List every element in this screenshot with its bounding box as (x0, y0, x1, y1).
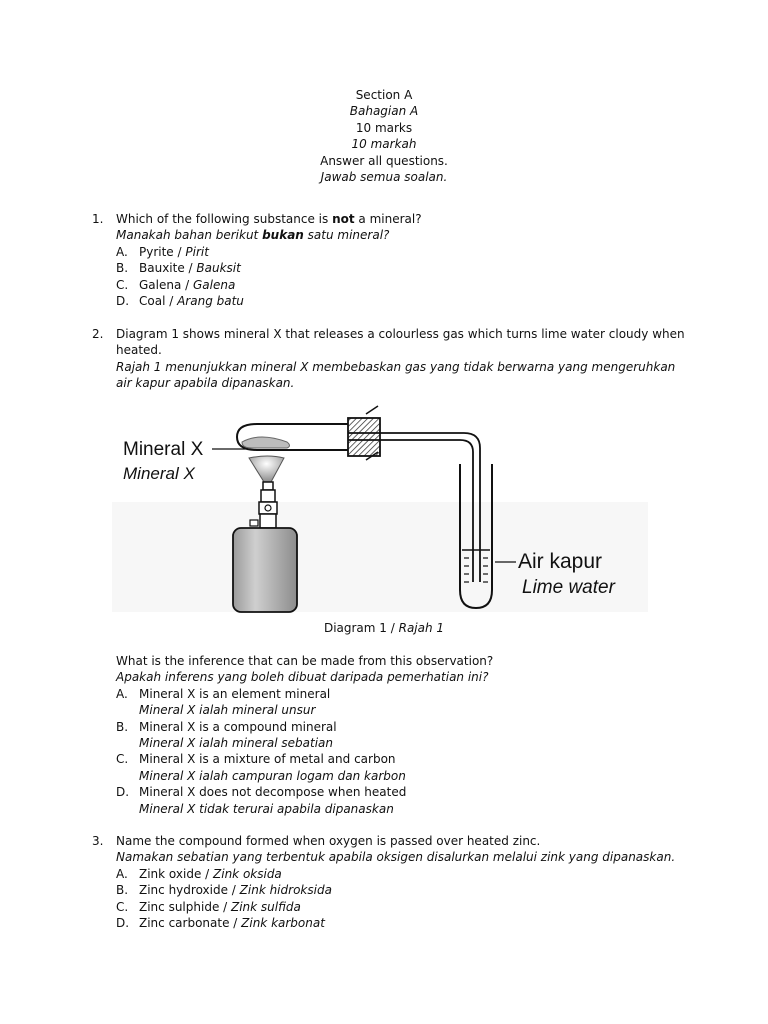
question-number: 1. (92, 212, 104, 226)
question-1 (92, 211, 692, 309)
question-2-options (92, 653, 692, 817)
sub-question-text: What is the inference that can be made from this observation? (116, 654, 494, 668)
section-header (0, 87, 768, 185)
question-text: Which of the following substance is not a mineral? (116, 212, 422, 226)
question-text: Name the compound formed when oxygen is passed over heated zinc. (116, 834, 541, 848)
apparatus-diagram (112, 402, 648, 616)
question-2 (92, 326, 692, 392)
question-text-ms: Manakah bahan berikut bukan satu mineral? (116, 228, 390, 243)
question-number: 2. (92, 327, 104, 341)
sub-question-text-ms: Apakah inferens yang boleh dibuat daripada pemerhatian ini? (116, 670, 489, 685)
mineral-label: Mineral X (123, 439, 204, 460)
option-d: D. Zinc carbonate / Zink karbonat (116, 916, 325, 931)
option-b: B. Zinc hydroxide / Zink hidroksida (116, 883, 332, 898)
question-3 (92, 833, 692, 931)
option-a: A. Zink oxide / Zink oksida (116, 866, 282, 881)
lime-water-label: Lime water (522, 577, 615, 598)
question-text-ms: Namakan sebatian yang terbentuk apabila oksigen disalurkan melalui zink yang dipanaskan. (116, 850, 676, 865)
option-c: C. Mineral X is a mixture of metal and carbon Mineral X ialah campuran logam dan karbon (116, 752, 406, 783)
gas-cylinder (233, 528, 297, 612)
question-text: Diagram 1 shows mineral X that releases a colourless gas which turns lime water cloudy when heated. (116, 327, 685, 358)
section-instruction: Answer all questions. (320, 153, 448, 168)
flame (249, 456, 284, 482)
section-marks-ms: 10 markah (351, 137, 417, 152)
rubber-stopper (348, 418, 380, 456)
section-title-ms: Bahagian A (349, 104, 419, 119)
section-marks: 10 marks (355, 120, 413, 135)
option-b: B. Bauxite / Bauksit (116, 261, 241, 276)
question-number: 3. (92, 834, 104, 848)
option-c: C. Galena / Galena (116, 277, 236, 292)
question-text-ms: Rajah 1 menunjukkan mineral X membebaskan gas yang tidak berwarna yang mengeruhkan air kapur apabila dipanaskan. (116, 359, 676, 391)
section-instruction-ms: Jawab semua soalan. (320, 170, 448, 185)
section-title: Section A (355, 88, 413, 102)
diagram-caption: Diagram 1 / Rajah 1 (323, 621, 445, 635)
option-b: B. Mineral X is a compound mineral Mineral X ialah mineral sebatian (116, 719, 337, 751)
option-a: A. Mineral X is an element mineral Mineral X ialah mineral unsur (116, 686, 331, 718)
option-d: D. Mineral X does not decompose when heated Mineral X tidak terurai apabila dipanaskan (116, 785, 407, 816)
mineral-label-ms: Mineral X (123, 464, 195, 483)
mineral-powder (242, 437, 290, 448)
option-c: C. Zinc sulphide / Zink sulfida (116, 899, 301, 914)
option-d: D. Coal / Arang batu (116, 294, 244, 309)
lime-water-label-ms: Air kapur (518, 550, 603, 573)
option-a: A. Pyrite / Pirit (116, 244, 209, 259)
